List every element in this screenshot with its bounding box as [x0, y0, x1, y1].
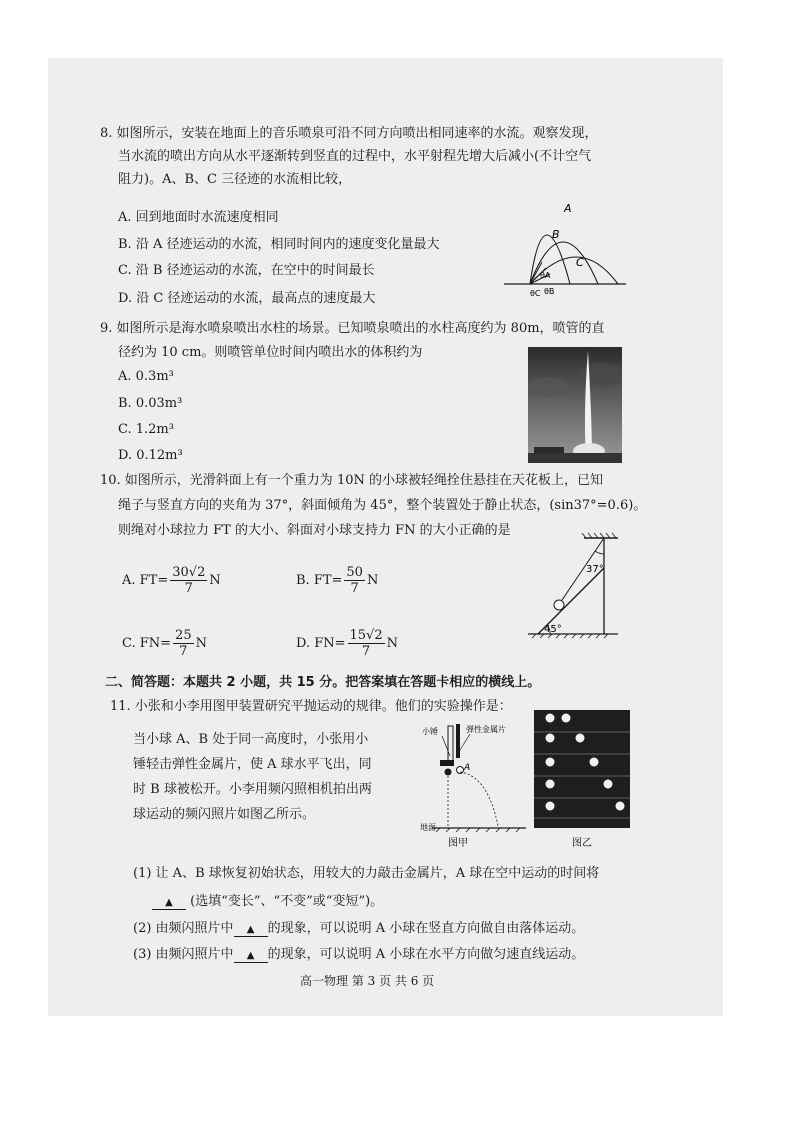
strobe-photo-yi	[534, 710, 630, 852]
apparatus-figure-jia	[418, 720, 530, 850]
caption-yi: 图乙	[572, 838, 592, 849]
ground-label: 地面	[420, 823, 436, 832]
fountain-photo	[528, 347, 622, 463]
q10-option-d: D. FN= $\frac{15√2}{7}$ N	[296, 628, 398, 659]
q11-stem-line2: 当小球 A、B 处于同一高度时，小张用小	[133, 732, 369, 747]
answer-blank-2[interactable]: ▲	[234, 924, 268, 937]
theta-c-label: θC	[530, 289, 541, 298]
q10-option-a: A. FT= $\frac{30√2}{7}$ N	[122, 565, 221, 596]
incline-figure	[522, 532, 622, 644]
caption-jia: 图甲	[448, 838, 468, 849]
q10-stem-line2: 绳子与竖直方向的夹角为 37°，斜面倾角为 45°，整个装置处于静止状态，(sin37°=0.6)。	[118, 498, 647, 513]
metal-plate	[456, 724, 460, 758]
q11-sub2: (2) 由频闪照片中 ▲ 的现象，可以说明 A 小球在竖直方向做自由落体运动。	[133, 921, 585, 936]
stand	[448, 726, 453, 764]
q9-option-d: D. 0.12m³	[118, 448, 183, 463]
q9-option-a: A. 0.3m³	[118, 369, 174, 384]
section-heading: 二、简答题：本题共 2 小题，共 15 分。把答案填在答题卡相应的横线上。	[105, 675, 541, 690]
theta-a-label: θA	[540, 271, 551, 280]
q11-stem-line5: 球运动的频闪照片如图乙所示。	[133, 807, 316, 822]
q9-stem-line2: 径约为 10 cm。则喷管单位时间内喷出水的体积约为	[118, 345, 423, 360]
angle-37-label: 37°	[586, 564, 604, 575]
q8-stem-line2: 当水流的喷出方向从水平逐渐转到竖直的过程中，水平射程先增大后减小(不计空气	[118, 149, 592, 164]
q10-stem-line1: 10. 如图所示，光滑斜面上有一个重力为 10N 的小球被轻绳拴住悬挂在天花板上，已知	[100, 473, 603, 488]
q8-stem-line1: 8. 如图所示，安装在地面上的音乐喷泉可沿不同方向喷出相同速率的水流。观察发现，	[100, 126, 598, 141]
ball-a-label: A	[464, 763, 471, 773]
answer-blank-1[interactable]: ▲	[152, 897, 186, 910]
q11-stem-line3: 锤轻击弹性金属片，使 A 球水平飞出，同	[133, 757, 372, 772]
q9-option-b: B. 0.03m³	[118, 396, 183, 411]
q11-sub1-line2: ▲ (选填“变长”、“不变”或“变短”)。	[152, 893, 383, 910]
label-c: C	[576, 256, 584, 269]
fountain-trajectory-figure	[500, 198, 630, 302]
q10-option-b: B. FT= $\frac{50}{7}$ N	[296, 565, 379, 596]
q11-sub3: (3) 由频闪照片中 ▲ 的现象，可以说明 A 小球在水平方向做匀速直线运动。	[133, 947, 585, 962]
plate-label: 弹性金属片	[466, 725, 506, 734]
q8-option-c: C. 沿 B 径迹运动的水流，在空中的时间最长	[118, 263, 375, 278]
label-b: B	[552, 228, 560, 241]
page-footer: 高一物理 第 3 页 共 6 页	[300, 974, 435, 988]
ball	[554, 600, 564, 610]
label-a: A	[564, 202, 572, 215]
hammer-label: 小锤	[422, 727, 438, 736]
q8-option-b: B. 沿 A 径迹运动的水流，相同时间内的速度变化量最大	[118, 237, 440, 252]
q10-option-c: C. FN= $\frac{25}{7}$ N	[122, 628, 207, 659]
answer-blank-3[interactable]: ▲	[234, 950, 268, 963]
ball-b	[445, 769, 452, 776]
ball-a	[457, 767, 464, 774]
q8-stem-line3: 阻力)。A、B、C 三径迹的水流相比较，	[118, 172, 352, 187]
q10-stem-line3: 则绳对小球拉力 FT 的大小、斜面对小球支持力 FN 的大小正确的是	[118, 523, 511, 538]
q9-stem-line1: 9. 如图所示是海水喷泉喷出水柱的场景。已知喷泉喷出的水柱高度约为 80m，喷管的直	[100, 321, 605, 336]
q8-option-a: A. 回到地面时水流速度相同	[118, 210, 279, 225]
q11-stem-line4: 时 B 球被松开。小李用频闪照相机拍出两	[133, 782, 372, 797]
theta-b-label: θB	[544, 287, 555, 296]
q11-sub1-line1: (1) 让 A、B 球恢复初始状态，用较大的力敲击金属片，A 球在空中运动的时间将	[133, 866, 600, 881]
hammer	[440, 760, 454, 766]
q11-stem-line1: 11. 小张和小李用图甲装置研究平抛运动的规律。他们的实验操作是：	[110, 699, 512, 714]
angle-45-label: 45°	[544, 624, 562, 635]
q9-option-c: C. 1.2m³	[118, 422, 174, 437]
q8-option-d: D. 沿 C 径迹运动的水流，最高点的速度最大	[118, 291, 376, 306]
